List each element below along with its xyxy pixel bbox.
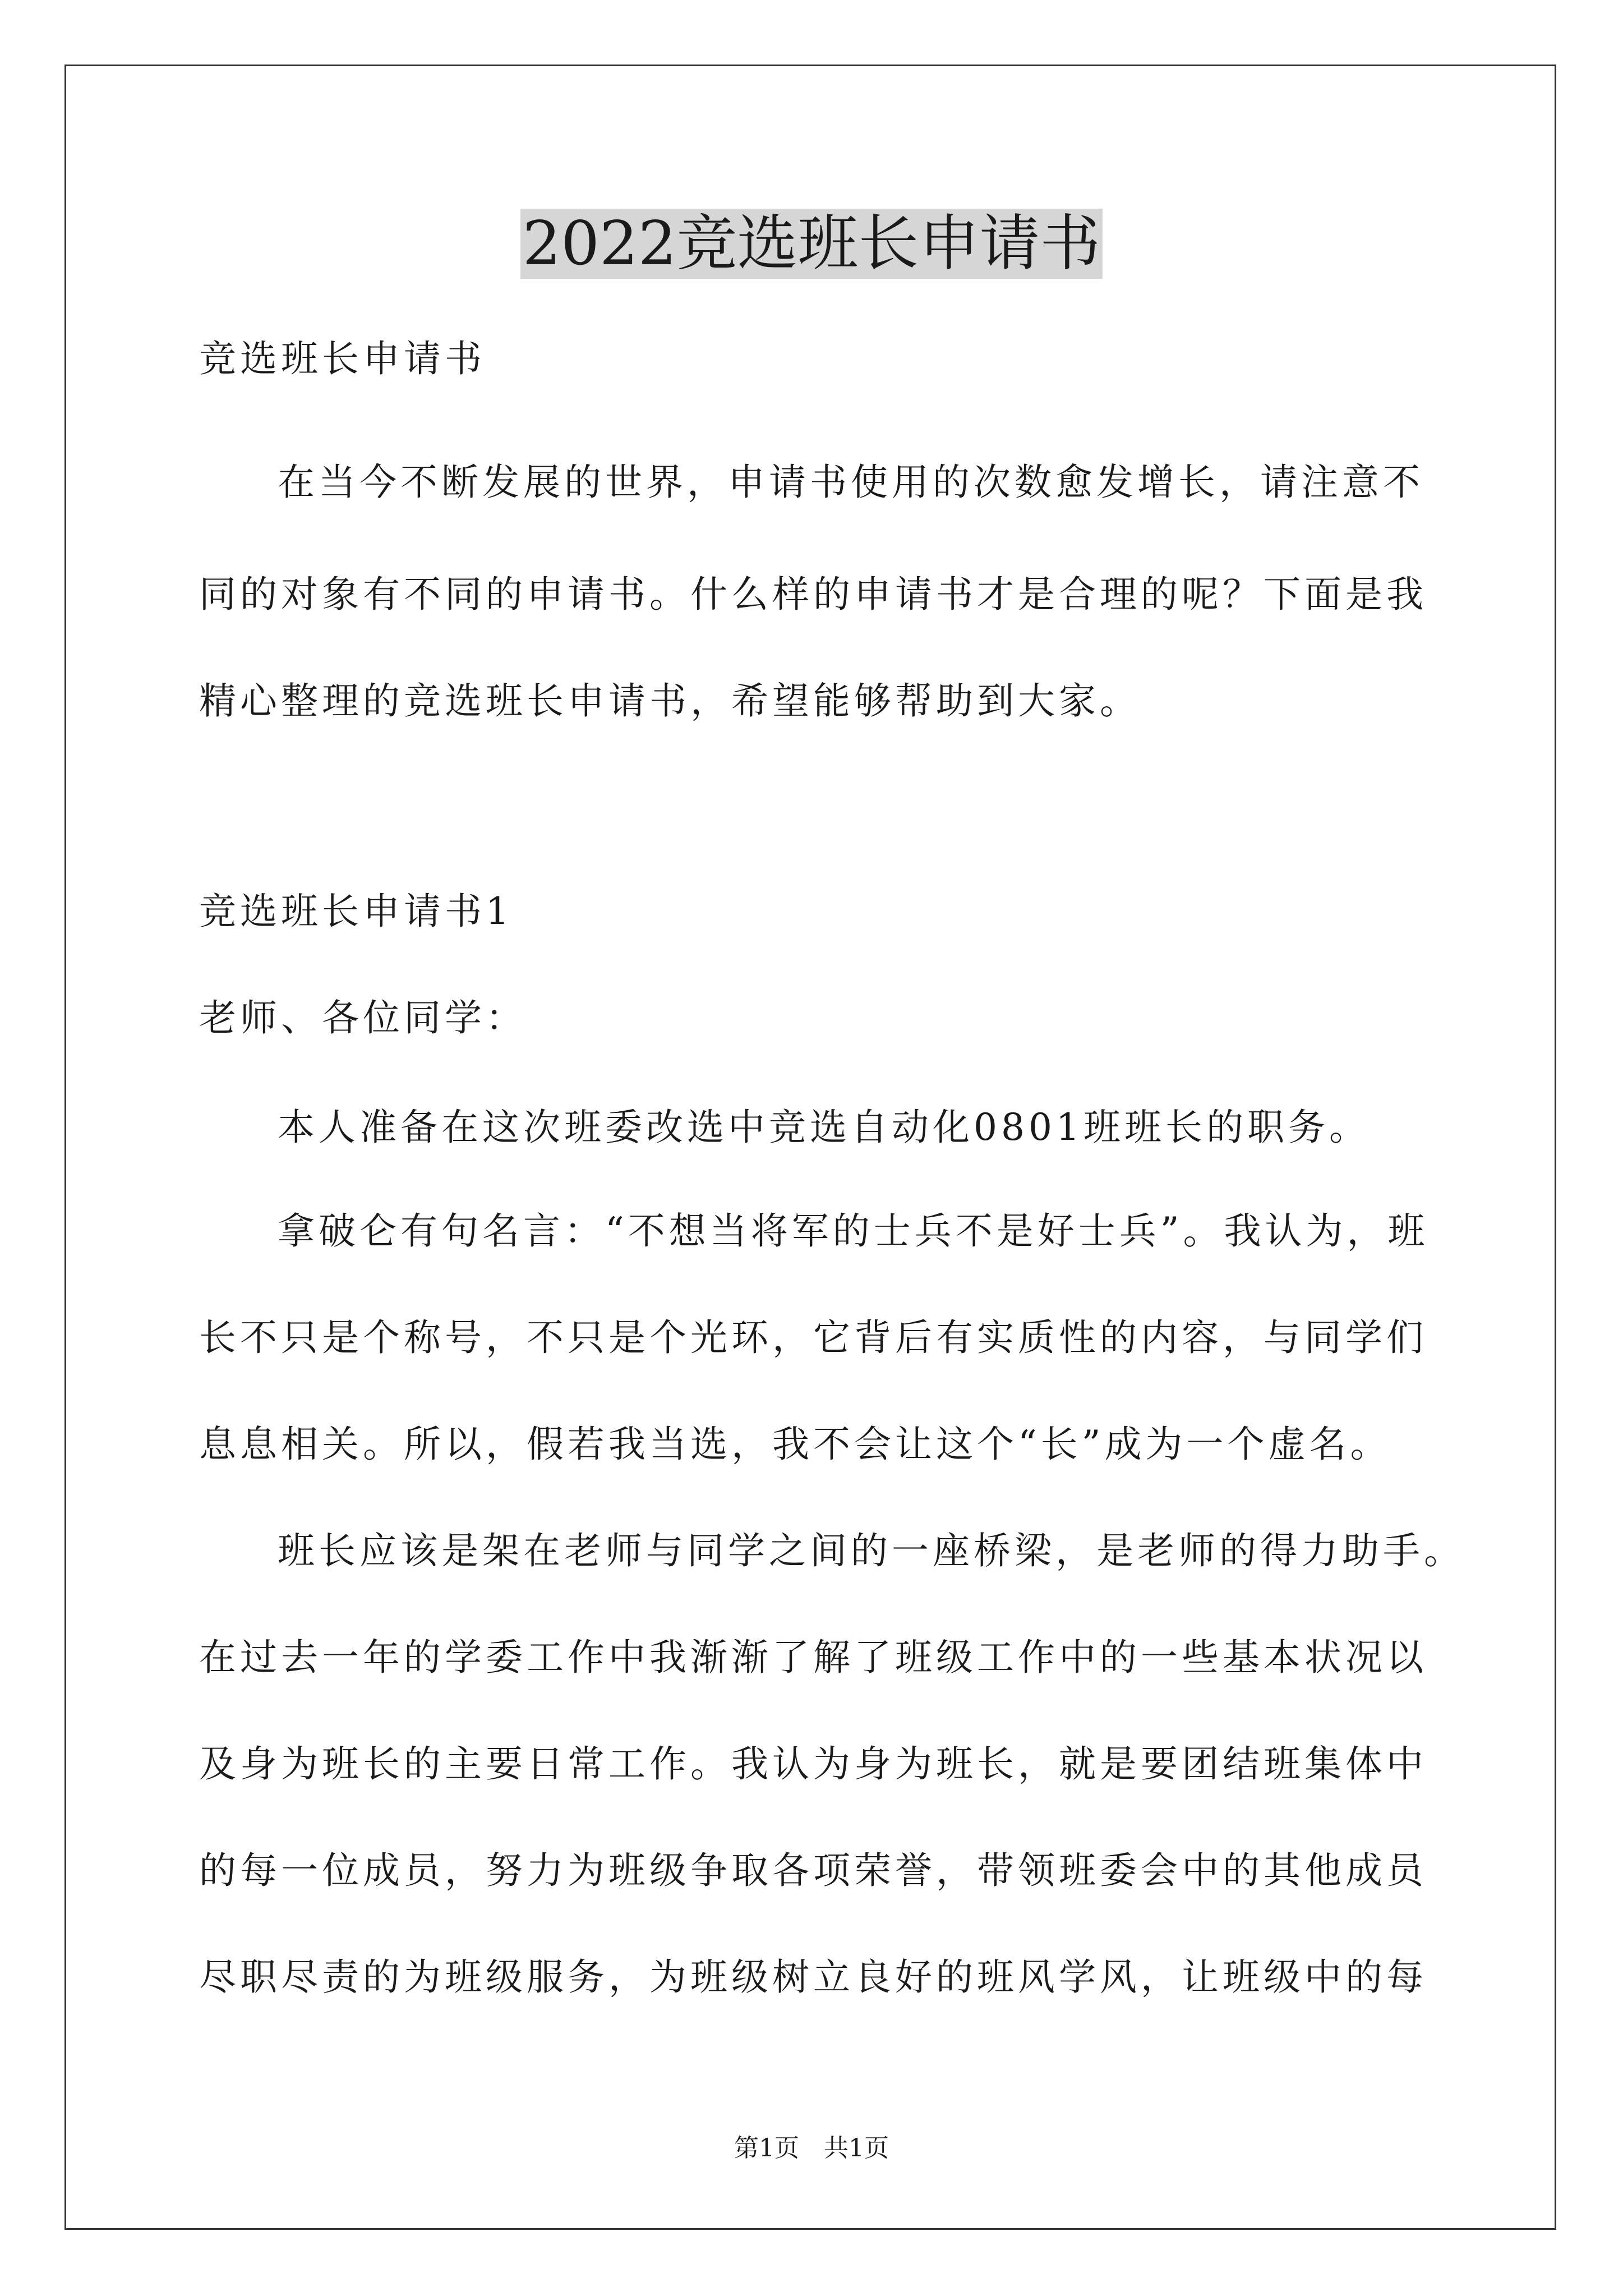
paragraph-line: 的每一位成员，努力为班级争取各项荣誉，带领班委会中的其他成员 xyxy=(199,1849,1427,1892)
paragraph-line: 及身为班长的主要日常工作。我认为身为班长，就是要团结班集体中 xyxy=(199,1742,1427,1786)
salutation: 老师、各位同学： xyxy=(199,996,527,1039)
document-title-text: 2022竞选班长申请书 xyxy=(520,209,1103,279)
paragraph-line: 班长应该是架在老师与同学之间的一座桥梁，是老师的得力助手。 xyxy=(278,1529,1465,1572)
paragraph-line: 同的对象有不同的申请书。什么样的申请书才是合理的呢？下面是我 xyxy=(199,573,1427,616)
paragraph-line: 精心整理的竞选班长申请书，希望能够帮助到大家。 xyxy=(199,679,1141,723)
paragraph-line: 在过去一年的学委工作中我渐渐了解了班级工作中的一些基本状况以 xyxy=(199,1636,1427,1679)
paragraph-line: 息息相关。所以，假若我当选，我不会让这个“长”成为一个虚名。 xyxy=(199,1423,1391,1466)
paragraph-line: 拿破仑有句名言：“不想当将军的士兵不是好士兵”。我认为，班 xyxy=(278,1209,1429,1253)
paragraph-line: 长不只是个称号，不只是个光环，它背后有实质性的内容，与同学们 xyxy=(199,1316,1427,1359)
paragraph-line: 在当今不断发展的世界，申请书使用的次数愈发增长，请注意不 xyxy=(278,461,1424,504)
section-heading: 竞选班长申请书1 xyxy=(199,890,513,933)
section-heading: 竞选班长申请书 xyxy=(199,337,486,380)
document-title xyxy=(0,205,1623,283)
page-footer: 第1页 共1页 xyxy=(734,2134,889,2162)
paragraph-line: 尽职尽责的为班级服务，为班级树立良好的班风学风，让班级中的每 xyxy=(199,1955,1427,1999)
paragraph-line: 本人准备在这次班委改选中竞选自动化0801班班长的职务。 xyxy=(278,1106,1370,1149)
